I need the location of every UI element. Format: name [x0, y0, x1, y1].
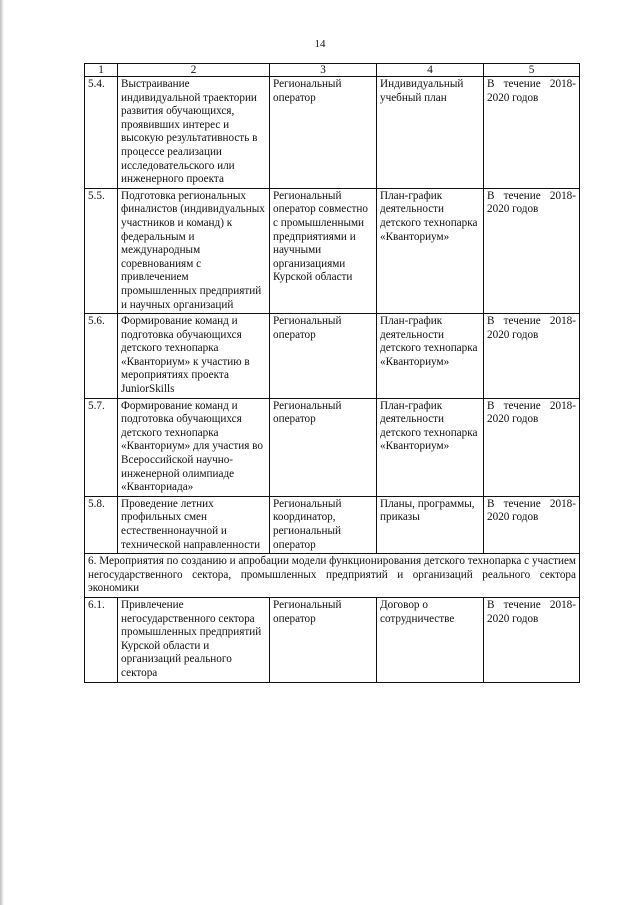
page-number: 14	[314, 38, 326, 50]
responsible-cell: Региональный оператор	[270, 597, 377, 682]
table-row	[85, 314, 580, 399]
result-cell: План-график деятельности детского технопарка «Кванториум»	[377, 188, 484, 313]
scan-edge-shadow	[0, 0, 4, 905]
activity-cell: Выстраивание индивидуальной траектории развития обучающихся, проявивших интерес и высокую результативность в процессе реализации исследовательского или инженерного проекта	[118, 77, 270, 189]
result-cell: План-график деятельности детского технопарка «Кванториум»	[377, 314, 484, 399]
table-row	[85, 496, 580, 553]
responsible-cell: Региональный оператор совместно с промышленными предприятиями и научными организациями Курской области	[270, 188, 377, 313]
responsible-cell: Региональный оператор	[270, 77, 377, 189]
activity-cell: Формирование команд и подготовка обучающихся детского технопарка «Кванториум» к участию в мероприятиях проекта JuniorSkills	[118, 314, 270, 399]
term-cell: В течение 2018-2020 годов	[484, 314, 580, 399]
row-number: 5.7.	[85, 398, 118, 496]
activity-cell: Подготовка региональных финалистов (индивидуальных участников и команд) к федеральным и международным соревнованиям с привлечением промышленных предприятий и научных организаций	[118, 188, 270, 313]
header-col-3: 3	[270, 64, 377, 77]
table-row	[85, 77, 580, 189]
result-cell: План-график деятельности детского технопарка «Кванториум»	[377, 398, 484, 496]
row-number: 5.6.	[85, 314, 118, 399]
table-row	[85, 188, 580, 313]
section-heading-row	[85, 554, 580, 598]
activity-cell: Формирование команд и подготовка обучающихся детского технопарка «Кванториум» для участия во Всероссийской научно-инженерной олимпиаде «Кванториада»	[118, 398, 270, 496]
row-number: 5.4.	[85, 77, 118, 189]
section-6-title: 6. Мероприятия по созданию и апробации модели функционирования детского технопарка с участием негосударственного сектора, промышленных предприятий и организаций реального сектора экономики	[85, 554, 580, 598]
activity-cell: Проведение летних профильных смен естественнонаучной и технической направленности	[118, 496, 270, 553]
term-cell: В течение 2018-2020 годов	[484, 77, 580, 189]
responsible-cell: Региональный оператор	[270, 398, 377, 496]
row-number: 5.5.	[85, 188, 118, 313]
header-col-5: 5	[484, 64, 580, 77]
table-row	[85, 597, 580, 682]
table-row	[85, 398, 580, 496]
term-cell: В течение 2018-2020 годов	[484, 496, 580, 553]
result-cell: Индивидуальный учебный план	[377, 77, 484, 189]
header-col-4: 4	[377, 64, 484, 77]
header-col-2: 2	[118, 64, 270, 77]
activities-table	[84, 63, 580, 683]
result-cell: Договор о сотрудничестве	[377, 597, 484, 682]
responsible-cell: Региональный координатор, региональный оператор	[270, 496, 377, 553]
table-header-row	[85, 64, 580, 77]
header-col-1: 1	[85, 64, 118, 77]
row-number: 5.8.	[85, 496, 118, 553]
row-number: 6.1.	[85, 597, 118, 682]
responsible-cell: Региональный оператор	[270, 314, 377, 399]
result-cell: Планы, программы, приказы	[377, 496, 484, 553]
term-cell: В течение 2018-2020 годов	[484, 597, 580, 682]
activity-cell: Привлечение негосударственного сектора промышленных предприятий Курской области и организаций реального сектора	[118, 597, 270, 682]
term-cell: В течение 2018-2020 годов	[484, 188, 580, 313]
term-cell: В течение 2018-2020 годов	[484, 398, 580, 496]
